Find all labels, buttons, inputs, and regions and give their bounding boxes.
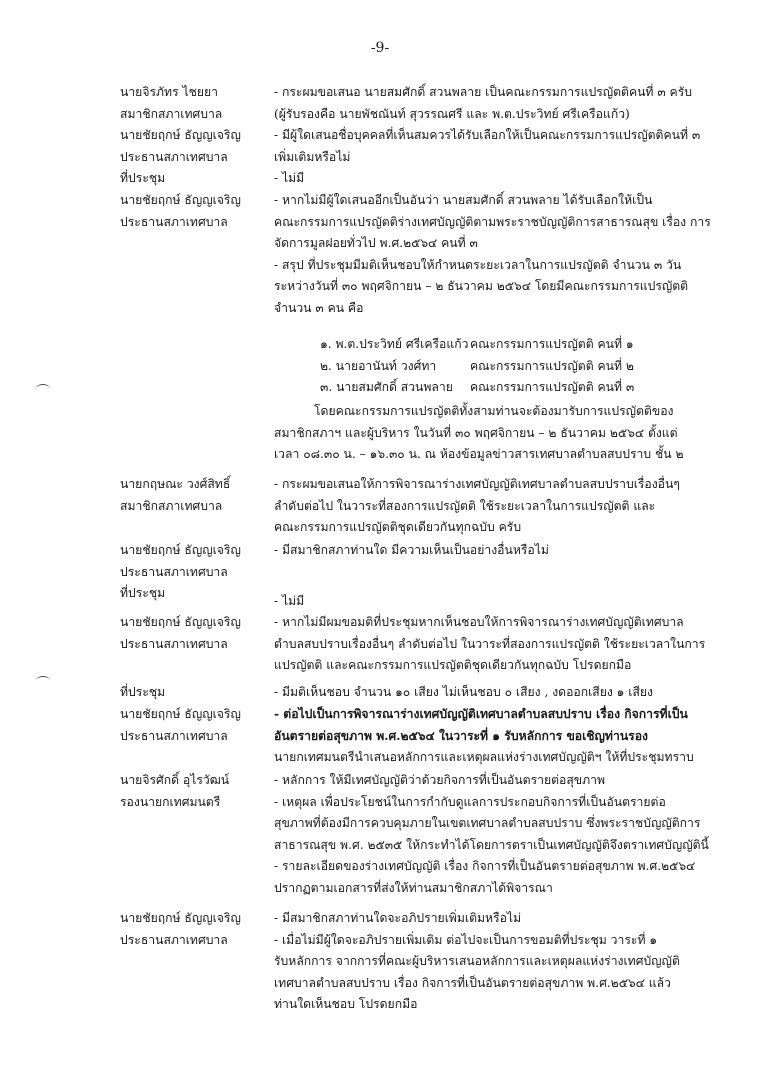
text-line: - เหตุผล เพื่อประโยชน์ในการกำกับดูแลการประกอบกิจการที่เป็นอันตรายต่อ	[274, 794, 666, 809]
margin-mark	[36, 676, 50, 685]
text-line: - กระผมขอเสนอให้การพิจารณาร่างเทศบัญญัติเทศบาลตำบลสบปราบเรื่องอื่นๆ	[274, 477, 680, 491]
text-line: นายกเทศมนตรีนำเสนอหลักการและเหตุผลแห่งร่างเทศบัญญัติฯ ให้ที่ประชุมทราบ	[274, 750, 694, 764]
text-line: - รายละเอียดของร่างเทศบัญญัติ เรื่อง กิจการที่เป็นอันตรายต่อสุขภาพ พ.ศ.๒๕๖๔	[274, 859, 696, 873]
speaker-name	[120, 168, 270, 190]
speaker-line: นายชัยฤกษ์ ธัญญเจริญ	[120, 707, 241, 721]
text-line: สุขภาพที่ต้องมีการควบคุมภายในเขตเทศบาลตำบลสบปราบ ซึ่งพระราชบัญญัติการ	[274, 816, 701, 830]
speaker-line: นายชัยฤกษ์ ธัญญเจริญ	[120, 193, 241, 207]
text-line: - หลักการ ให้มีเทศบัญญัติว่าด้วยกิจการที่เป็นอันตรายต่อสุขภาพ	[274, 773, 606, 787]
speaker-line: นายชัยฤกษ์ ธัญญเจริญ	[120, 128, 241, 142]
committee-member	[320, 356, 710, 378]
text-line: - มีมติเห็นชอบ จำนวน ๑๐ เสียง ไม่เห็นชอบ ๐ เสียง , งดออกเสียง ๑ เสียง	[274, 685, 653, 699]
text-line: - ต่อไปเป็นการพิจารณาร่างเทศบัญญัติเทศบาลตำบลสบปราบ เรื่อง กิจการที่เป็น	[274, 707, 688, 721]
text-line: - กระผมขอเสนอ นายสมศักดิ์ สวนพลาย เป็นคณะกรรมการแปรญัตติคนที่ ๓ ครับ	[274, 85, 692, 99]
text-line: ระหว่างวันที่ ๓๐ พฤศจิกายน – ๒ ธันวาคม ๒๕๖๔ โดยมีคณะกรรมการแปรญัตติ	[274, 279, 689, 293]
speaker-line: สมาชิกสภาเทศบาล	[120, 106, 223, 121]
text-line: แปรญัตติ และคณะกรรมการแปรญัตติชุดเดียวกันทุกฉบับ โปรดยกมือ	[274, 658, 632, 672]
entry-text	[274, 612, 712, 677]
text-line: - มีผู้ใดเสนอชื่อบุคคลที่เห็นสมควรได้รับเลือกให้เป็นคณะกรรมการแปรญัตติคนที่ ๓	[274, 128, 701, 142]
speaker-name	[120, 704, 270, 747]
text-line: - สรุป ที่ประชุมมีมติเห็นชอบให้กำหนดระยะเวลาในการแปรญัตติ จำนวน ๓ วัน	[274, 257, 682, 272]
text-line: ลำดับต่อไป ในวาระที่สองการแปรญัตติ ใช้ระยะเวลาในการแปรญัตติ และ	[274, 498, 656, 513]
member-name: ๓. นายสมศักดิ์ สวนพลาย	[320, 380, 453, 394]
text-line: รับหลักการ จากการที่คณะผู้บริหารเสนอหลักการและเหตุผลแห่งร่างเทศบัญญัติ	[274, 954, 680, 968]
page-number: -9-	[370, 40, 390, 56]
text-line: - เมื่อไม่มีผู้ใดจะอภิปรายเพิ่มเติม ต่อไปจะเป็นการขอมติที่ประชุม วาระที่ ๑	[274, 932, 658, 947]
speaker-name	[120, 908, 270, 951]
text-line: ตำบลสบปราบเรื่องอื่นๆ ลำดับต่อไป ในวาระที่สองการแปรญัตติ ใช้ระยะเวลาในการ	[274, 636, 706, 651]
text-line: - มีสมาชิกสภาท่านใดจะอภิปรายเพิ่มเติมหรือไม่	[274, 911, 522, 925]
text-line: - ไม่มี	[274, 594, 305, 608]
speaker-line: นายชัยฤกษ์ ธัญญเจริญ	[120, 543, 241, 557]
text-line: คณะกรรมการแปรญัตติร่างเทศบัญญัติตามพระราชบัญญัติการสาธารณสุข เรื่อง การ	[274, 214, 711, 229]
text-line: ปรากฏตามเอกสารที่ส่งให้ท่านสมาชิกสภาได้พิจารณา	[274, 880, 553, 895]
speaker-name	[120, 474, 270, 517]
member-name: ๑. พ.ต.ประวิทย์ ศรีเครือแก้ว	[320, 337, 469, 351]
member-role: คณะกรรมการแปรญัตติ คนที่ ๓	[470, 380, 635, 394]
member-role: คณะกรรมการแปรญัตติ คนที่ ๒	[470, 358, 634, 373]
speaker-name	[120, 682, 270, 704]
speaker-line: ประธานสภาเทศบาล	[120, 636, 228, 651]
speaker-line: ที่ประชุม	[120, 171, 166, 185]
speaker-name	[120, 125, 270, 168]
text-line: เพิ่มเติมหรือไม่	[274, 149, 351, 164]
text-line: อันตรายต่อสุขภาพ พ.ศ.๒๕๖๔ ในวาระที่ ๑ รับหลักการ ขอเชิญท่านรอง	[274, 728, 648, 743]
entry-text	[274, 591, 712, 613]
speaker-line: รองนายกเทศมนตรี	[120, 794, 221, 809]
committee-member	[320, 334, 710, 356]
committee-member	[320, 377, 710, 399]
speaker-line: นายกฤษณะ วงศ์สิทธิ์	[120, 477, 231, 491]
text-line: โดยคณะกรรมการแปรญัตติทั้งสามท่านจะต้องมารับการแปรญัตติของ	[314, 404, 674, 418]
entry-text	[274, 474, 712, 539]
member-role: คณะกรรมการแปรญัตติ คนที่ ๑	[470, 337, 634, 351]
text-line: สาธารณสุข พ.ศ. ๒๕๓๕ ให้กระทำได้โดยการตราเป็นเทศบัญญัติจึงตราเทศบัญญัตินี้	[274, 837, 709, 852]
committee-note	[274, 401, 712, 466]
speaker-line: ประธานสภาเทศบาล	[120, 149, 228, 164]
speaker-line: นายชัยฤกษ์ ธัญญเจริญ	[120, 911, 241, 925]
entry-text	[274, 908, 712, 1016]
speaker-line: ประธานสภาเทศบาล	[120, 564, 228, 579]
text-line: - หากไม่มีผู้ใดเสนออีกเป็นอันว่า นายสมศักดิ์ สวนพลาย ได้รับเลือกให้เป็น	[274, 193, 653, 207]
committee-list	[320, 334, 710, 399]
speaker-name	[120, 190, 270, 233]
speaker-line: ที่ประชุม	[120, 586, 166, 600]
speaker-name	[120, 612, 270, 655]
speaker-line: ประธานสภาเทศบาล	[120, 728, 228, 743]
speaker-name	[120, 82, 270, 125]
speaker-name	[120, 770, 270, 813]
entry-text	[274, 704, 712, 769]
margin-mark	[36, 384, 50, 393]
speaker-line: ประธานสภาเทศบาล	[120, 932, 228, 947]
speaker-line: นายจิรศักดิ์ อุไรวัฒน์	[120, 773, 230, 787]
entry-text	[274, 125, 712, 168]
entry-text	[274, 770, 712, 899]
text-line: - ไม่มี	[274, 171, 305, 185]
text-line: - หากไม่มีผมขอมติที่ประชุมหากเห็นชอบให้การพิจารณาร่างเทศบัญญัติเทศบาล	[274, 615, 684, 629]
text-line: ท่านใดเห็นชอบ โปรดยกมือ	[274, 997, 418, 1011]
entry-text	[274, 168, 712, 190]
speaker-line: ประธานสภาเทศบาล	[120, 214, 228, 229]
member-name: ๒. นายอานันท์ วงศ์ทา	[320, 358, 437, 373]
entry-text	[274, 190, 712, 319]
text-line: สมาชิกสภาฯ และผู้บริหาร ในวันที่ ๓๐ พฤศจิกายน – ๒ ธันวาคม ๒๕๖๔ ตั้งแต่	[274, 425, 678, 440]
text-line: คณะกรรมการแปรญัตติชุดเดียวกันทุกฉบับ ครับ	[274, 520, 522, 534]
text-line: - มีสมาชิกสภาท่านใด มีความเห็นเป็นอย่างอื่นหรือไม่	[274, 543, 549, 557]
text-line: เวลา ๐๘.๓๐ น. – ๑๖.๓๐ น. ณ ห้องข้อมูลข่าวสารเทศบาลตำบลสบปราบ ชั้น ๒	[274, 447, 684, 461]
text-line: จัดการมูลฝอยทั่วไป พ.ศ.๒๕๖๔ คนที่ ๓	[274, 236, 478, 250]
text-line: จำนวน ๓ คน คือ	[274, 300, 364, 315]
speaker-line: นายชัยฤกษ์ ธัญญเจริญ	[120, 615, 241, 629]
entry-text	[274, 682, 712, 704]
entry-text	[274, 540, 712, 562]
speaker-line: ที่ประชุม	[120, 685, 166, 699]
entry-text	[274, 82, 712, 125]
speaker-line: นายจิรภัทร ไชยยา	[120, 85, 219, 99]
text-line: เทศบาลตำบลสบปราบ เรื่อง กิจการที่เป็นอันตรายต่อสุขภาพ พ.ศ.๒๕๖๔ แล้ว	[274, 975, 671, 990]
text-line: (ผู้รับรองคือ นายพัชณันท์ สุวรรณศรี และ พ.ต.ประวิทย์ ศรีเครือแก้ว)	[274, 106, 630, 121]
speaker-name	[120, 583, 270, 605]
speaker-name	[120, 540, 270, 583]
speaker-line: สมาชิกสภาเทศบาล	[120, 498, 223, 513]
